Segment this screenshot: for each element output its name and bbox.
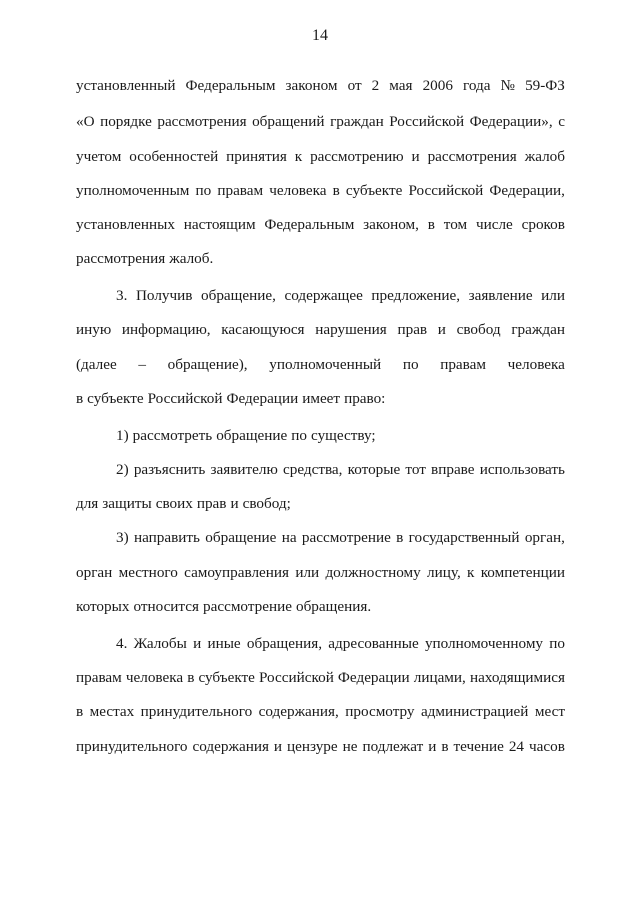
word: касающуюся	[221, 321, 305, 338]
word: том	[443, 216, 468, 233]
word: местного	[118, 564, 178, 581]
word: содержащее	[284, 287, 363, 304]
word: находящимися	[469, 669, 565, 686]
word: защиты	[102, 495, 152, 512]
word: года	[462, 77, 491, 94]
word: в	[427, 216, 435, 233]
word: настоящим	[183, 216, 256, 233]
word: 2	[371, 77, 380, 94]
word: уполномоченный	[269, 356, 382, 373]
word: обращение	[216, 427, 288, 444]
word: субъекте	[198, 669, 255, 686]
word: прав	[397, 321, 428, 338]
word: компетенции	[480, 564, 565, 581]
word: цензуре	[287, 738, 338, 755]
word: существу;	[311, 427, 376, 444]
text-line	[76, 75, 565, 97]
text-line	[76, 562, 565, 584]
word: обращение	[205, 529, 277, 546]
word: в	[441, 738, 449, 755]
word: содержания,	[258, 703, 339, 720]
word: относится	[133, 598, 199, 615]
word: лицами,	[413, 669, 466, 686]
word: в	[187, 669, 195, 686]
word: должностному	[325, 564, 421, 581]
word: к	[467, 564, 475, 581]
text-line	[76, 214, 565, 236]
word: рассмотрение	[203, 598, 292, 615]
word: правам	[217, 182, 264, 199]
word: граждан	[511, 321, 565, 338]
word: имеет	[302, 390, 341, 407]
word: от	[347, 77, 362, 94]
word: орган	[76, 564, 113, 581]
word: часов	[528, 738, 565, 755]
word: обращения,	[246, 635, 323, 652]
word: принятия	[226, 148, 287, 165]
word: лицу,	[427, 564, 461, 581]
text-line	[76, 701, 565, 723]
word: числе	[475, 216, 513, 233]
word: рассмотрению	[310, 148, 404, 165]
text-line	[76, 111, 565, 133]
word: обращения.	[295, 598, 372, 615]
word: 4.	[116, 635, 128, 652]
word: средства,	[282, 461, 343, 478]
word: Российской	[147, 390, 223, 407]
page-number: 14	[312, 27, 328, 44]
word: для	[76, 495, 99, 512]
word: самоуправления	[184, 564, 290, 581]
word: человека	[125, 669, 184, 686]
word: Получив	[135, 287, 193, 304]
word: и	[193, 635, 202, 652]
word: и	[411, 148, 420, 165]
word: которые	[347, 461, 401, 478]
word: иные	[207, 635, 241, 652]
word: рассмотрение	[301, 529, 391, 546]
word: по	[291, 427, 308, 444]
word: заявление	[468, 287, 533, 304]
text-line	[76, 146, 565, 168]
word: на	[281, 529, 297, 546]
word: 3)	[116, 529, 129, 546]
word: адресованные	[328, 635, 419, 652]
word: своих	[155, 495, 193, 512]
word: человека	[507, 356, 565, 373]
word: 24	[508, 738, 525, 755]
word: по	[549, 635, 565, 652]
word: течение	[453, 738, 504, 755]
word: рассмотреть	[132, 427, 213, 444]
word: человека	[269, 182, 327, 199]
text-line	[116, 285, 565, 307]
word: законом	[285, 77, 338, 94]
word: –	[138, 356, 146, 373]
word: содержания	[192, 738, 269, 755]
word: уполномоченным	[76, 182, 190, 199]
word: Жалобы	[133, 635, 187, 652]
text-line	[116, 459, 565, 481]
word: законом,	[363, 216, 419, 233]
word: обращений	[252, 113, 325, 130]
word: Федерации»,	[469, 113, 553, 130]
word: или	[541, 287, 565, 304]
word: разъяснить	[133, 461, 206, 478]
word: №	[500, 77, 516, 94]
word: Российской	[258, 669, 334, 686]
word: с	[558, 113, 565, 130]
word: и	[273, 738, 283, 755]
text-line	[116, 633, 565, 655]
word: жалоб.	[169, 250, 214, 267]
word: и	[428, 738, 437, 755]
word: предложение,	[371, 287, 461, 304]
word: прав	[196, 495, 227, 512]
word: по	[195, 182, 212, 199]
word: жалоб	[524, 148, 565, 165]
word: в	[76, 703, 84, 720]
word: обращение,	[201, 287, 276, 304]
word: вправе	[431, 461, 475, 478]
word: Российской	[408, 182, 484, 199]
word: субъекте	[345, 182, 403, 199]
word: орган,	[524, 529, 565, 546]
word: рассмотрения	[427, 148, 517, 165]
text-line	[76, 596, 565, 618]
word: 59-ФЗ	[525, 77, 565, 94]
word: или	[295, 564, 320, 581]
word: 1)	[116, 427, 129, 444]
word: установленный	[76, 77, 176, 94]
word: которых	[76, 598, 130, 615]
word: порядке	[100, 113, 152, 130]
word: учетом	[76, 148, 122, 165]
text-line	[76, 319, 565, 341]
word: и	[230, 495, 239, 512]
word: правам	[76, 669, 122, 686]
word: в	[76, 390, 84, 407]
word: тот	[405, 461, 426, 478]
word: просмотру	[345, 703, 415, 720]
word: субъекте	[87, 390, 144, 407]
word: принудительного	[76, 738, 188, 755]
word: право:	[344, 390, 386, 407]
word: нарушения	[315, 321, 387, 338]
text-line	[76, 248, 565, 270]
word: граждан	[330, 113, 384, 130]
word: правам	[440, 356, 486, 373]
word: Федеральным	[264, 216, 355, 233]
word: по	[402, 356, 419, 373]
word: Российской	[389, 113, 465, 130]
word: свобод	[456, 321, 501, 338]
word: 3.	[116, 287, 128, 304]
word: Федерации	[337, 669, 410, 686]
word: 2006	[422, 77, 453, 94]
word: принудительного	[140, 703, 253, 720]
word: свобод;	[242, 495, 291, 512]
word: подлежат	[362, 738, 424, 755]
word: особенностей	[129, 148, 219, 165]
word: в	[396, 529, 404, 546]
word: установленных	[76, 216, 175, 233]
word: рассмотрения	[76, 250, 166, 267]
word: Федеральным	[185, 77, 276, 94]
word: в	[332, 182, 340, 199]
word: к	[294, 148, 303, 165]
word: и	[437, 321, 446, 338]
word: Федерации	[226, 390, 299, 407]
word: не	[342, 738, 358, 755]
word: заявителю	[210, 461, 278, 478]
text-line	[76, 736, 565, 758]
text-line	[76, 180, 565, 202]
word: иную	[76, 321, 112, 338]
word: направить	[133, 529, 200, 546]
text-line	[116, 425, 565, 447]
word: использовать	[479, 461, 565, 478]
text-line	[116, 527, 565, 549]
word: информацию,	[121, 321, 211, 338]
word: (далее	[76, 356, 117, 373]
text-line	[76, 667, 565, 689]
text-line	[76, 493, 565, 515]
word: администрацией	[420, 703, 529, 720]
text-line	[76, 354, 565, 376]
word: местах	[89, 703, 135, 720]
word: мая	[389, 77, 413, 94]
word: «О	[76, 113, 95, 130]
word: рассмотрения	[157, 113, 247, 130]
word: мест	[534, 703, 565, 720]
word: обращение),	[167, 356, 248, 373]
word: уполномоченному	[424, 635, 544, 652]
word: сроков	[521, 216, 565, 233]
text-line	[76, 388, 565, 410]
word: Федерации,	[489, 182, 565, 199]
word: государственный	[408, 529, 520, 546]
word: 2)	[116, 461, 129, 478]
